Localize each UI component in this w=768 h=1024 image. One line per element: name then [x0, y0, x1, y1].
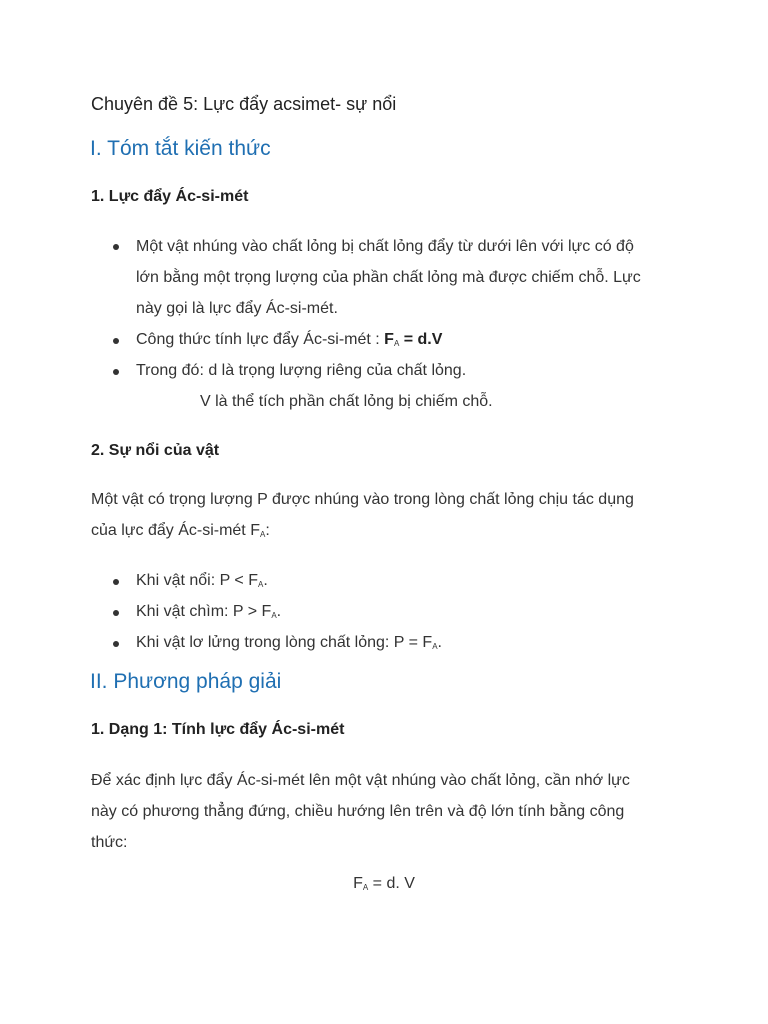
- subsection-1-2-heading: 2. Sự nổi của vật: [91, 442, 220, 459]
- subscript: A: [271, 611, 277, 620]
- bullet-1-line-2: lớn bằng một trọng lượng của phần chất lỏng mà được chiếm chỗ. Lực: [136, 269, 641, 286]
- bullet-3-line-2: V là thể tích phần chất lỏng bị chiếm chỗ.: [200, 393, 493, 410]
- subscript: A: [258, 580, 264, 589]
- subsection-2-1-heading: 1. Dạng 1: Tính lực đẩy Ác-si-mét: [91, 721, 345, 738]
- para-text: của lực đẩy Ác-si-mét F: [91, 522, 260, 539]
- para-method-line-3: thức:: [91, 834, 128, 851]
- formula-subscript: A: [362, 883, 369, 892]
- subscript: A: [432, 642, 438, 651]
- bullet-1-line-1: Một vật nhúng vào chất lỏng bị chất lỏng đẩy từ dưới lên với lực có độ: [136, 238, 634, 255]
- bullet-1-line-3: này gọi là lực đẩy Ác-si-mét.: [136, 300, 338, 317]
- item-text: Khi vật nổi: P < F: [136, 572, 258, 589]
- item-text: Khi vật lơ lửng trong lòng chất lỏng: P = F: [136, 634, 433, 651]
- subscript: A: [259, 530, 266, 539]
- subsection-1-1-heading: 1. Lực đẩy Ác-si-mét: [91, 188, 249, 205]
- para-end: :: [265, 522, 270, 539]
- para-method-line-1: Để xác định lực đẩy Ác-si-mét lên một vật nhúng vào chất lỏng, cần nhớ lực: [91, 772, 630, 789]
- formula-F: F: [353, 875, 363, 892]
- list-item: [136, 596, 281, 631]
- bullet-dot: [113, 338, 119, 344]
- bullet-dot: [113, 369, 119, 375]
- list-item: [136, 627, 442, 662]
- bullet-3-line-1: Trong đó: d là trọng lượng riêng của chất lỏng.: [136, 362, 467, 379]
- formula-label: Công thức tính lực đẩy Ác-si-mét :: [136, 331, 385, 348]
- bullet-dot: [113, 244, 119, 250]
- formula-eq: = d.V: [399, 331, 443, 348]
- item-end: .: [263, 572, 268, 589]
- para-method-line-2: này có phương thẳng đứng, chiều hướng lên trên và độ lớn tính bằng công: [91, 803, 625, 820]
- para-floating-line-2: [91, 515, 270, 550]
- bullet-dot: [113, 641, 119, 647]
- centered-formula: [0, 875, 768, 893]
- bullet-dot: [113, 610, 119, 616]
- formula-F: F: [384, 331, 394, 348]
- bullet-dot: [113, 579, 119, 585]
- formula-subscript: A: [393, 339, 400, 348]
- para-floating-line-1: Một vật có trọng lượng P được nhúng vào trong lòng chất lỏng chịu tác dụng: [91, 491, 634, 508]
- doc-title: Chuyên đề 5: Lực đẩy acsimet- sự nổi: [91, 94, 397, 114]
- item-text: Khi vật chìm: P > F: [136, 603, 272, 620]
- section-2-heading: II. Phương pháp giải: [90, 670, 282, 693]
- item-end: .: [276, 603, 282, 620]
- bullet-2-formula: [136, 324, 442, 359]
- formula-rest: = d. V: [368, 875, 415, 892]
- list-item: [136, 565, 268, 600]
- item-end: .: [437, 634, 442, 651]
- section-1-heading: I. Tóm tắt kiến thức: [90, 137, 271, 160]
